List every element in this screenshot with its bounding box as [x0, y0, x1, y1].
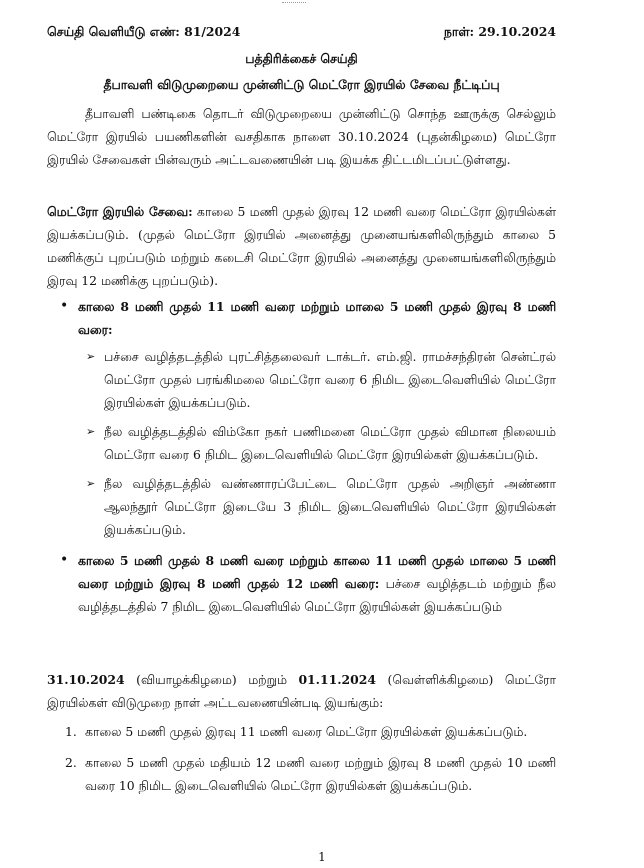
arrow-bullet-icon: ➢: [86, 350, 96, 363]
bullet-dot-icon: •: [60, 298, 69, 314]
intro-paragraph: தீபாவளி பண்டிகை தொடர் விடுமுறையை முன்னிட்டு சொந்த ஊருக்கு செல்லும் மெட்ரோ இரயில் பயணிகளின் வசதிகாக நாளை 30.10.2024 (புதன்கிழமை) மெட்ரோ இரயில் சேவைகள் பின்வரும் அட்டவணையின் படி இயக்க திட்டமிடப்பட்டுள்ளது.: [47, 106, 556, 167]
bullet-peak: [58, 295, 556, 541]
doc-type-heading: பத்திரிக்கைச் செய்தி: [245, 51, 358, 66]
list-item: ➢ பச்சை வழித்தடத்தில் புரட்சித்தலைவர் டாக்டர். எம்.ஜி. ராமச்சந்திரன் சென்ட்ரல் மெட்ரோ முதல் பரங்கிமலை மெட்ரோ வரை 6 நிமிட இடைவெளியில் மெட்ரோ இரயில்கள் இயக்கப்படும்.: [82, 345, 556, 414]
bullet-dot-icon: •: [60, 552, 69, 568]
list-item: 2. காலை 5 மணி முதல் மதியம் 12 மணி வரை மற்றும் இரவு 8 மணி முதல் 10 மணி வரை 10 நிமிட இடைவெளியில் மெட்ரோ இரயில்கள் இயக்கப்படும்.: [65, 755, 556, 793]
release-date: நாள்: 29.10.2024: [443, 24, 556, 39]
bullet-peak-heading: காலை 8 மணி முதல் 11 மணி வரை மற்றும் மாலை 5 மணி முதல் இரவு 8 மணி வரை:: [78, 299, 556, 337]
holiday-paragraph: 31.10.2024 (வியாழக்கிழமை) மற்றும் 01.11.2024 (வெள்ளிக்கிழமை) மெட்ரோ இரயில்கள் விடுமுறை நாள் அட்டவணையின்படி இயங்கும்:: [47, 672, 556, 710]
list-item: ➢ நீல வழித்தடத்தில் விம்கோ நகர் பணிமனை மெட்ரோ முதல் விமான நிலையம் மெட்ரோ வரை 6 நிமிட இடைவெளியில் மெட்ரோ இரயில்கள் இயக்கப்படும்.: [82, 420, 556, 466]
bullet-offpeak: [58, 549, 556, 618]
arrow-bullet-icon: ➢: [86, 477, 96, 490]
bullet-offpeak-text: பச்சை வழித்தடம் மற்றும் நீல வழித்தடத்தில் 7 நிமிட இடைவெளியில் மெட்ரோ இரயில்கள் இயக்கப்படும்: [78, 576, 556, 614]
holiday-date-1: 31.10.2024: [47, 672, 125, 687]
service-label: மெட்ரோ இரயில் சேவை:: [47, 204, 193, 219]
release-number: செய்தி வெளியீடு எண்: 81/2024: [47, 24, 241, 39]
schedule-bullets: [58, 295, 556, 626]
header-row: [47, 22, 556, 42]
list-item: ➢ நீல வழித்தடத்தில் வண்ணாரப்பேட்டை மெட்ரோ முதல் அறிஞர் அண்ணா ஆலந்தூர் மெட்ரோ இடையே 3 நிமிட இடைவெளியில் மெட்ரோ இரயில்கள் இயக்கப்படும்.: [82, 472, 556, 541]
top-edge-mark: [282, 0, 306, 3]
service-text: காலை 5 மணி முதல் இரவு 12 மணி வரை மெட்ரோ இரயில்கள் இயக்கப்படும். (முதல் மெட்ரோ இரயில் அனைத்து முனையங்களிலிருந்தும் காலை 5 மணிக்குப் புறப்படும் மற்றும் கடைசி மெட்ரோ இரயில் அனைத்து முனையங்களிலிருந்தும் இரவு 12 மணிக்கு புறப்படும்).: [47, 204, 557, 288]
list-item: 1. காலை 5 மணி முதல் இரவு 11 மணி வரை மெட்ரோ இரயில்கள் இயக்கப்படும்.: [65, 724, 528, 739]
holiday-numbered-list: [65, 720, 556, 805]
holiday-date-2: 01.11.2024: [298, 672, 377, 687]
arrow-bullet-icon: ➢: [86, 425, 96, 438]
page-title: தீபாவளி விடுமுறையை முன்னிட்டு மெட்ரோ இரயில் சேவை நீட்டிப்பு: [103, 77, 500, 92]
bullet-offpeak-heading: காலை 5 மணி முதல் 8 மணி வரை மற்றும் காலை 11 மணி முதல் மாலை 5 மணி வரை மற்றும் இரவு 8 மணி முதல் 12 மணி வரை:: [78, 553, 556, 591]
peak-sub-list: [78, 345, 556, 541]
service-paragraph: [47, 200, 556, 292]
page-number: 1: [318, 850, 326, 864]
